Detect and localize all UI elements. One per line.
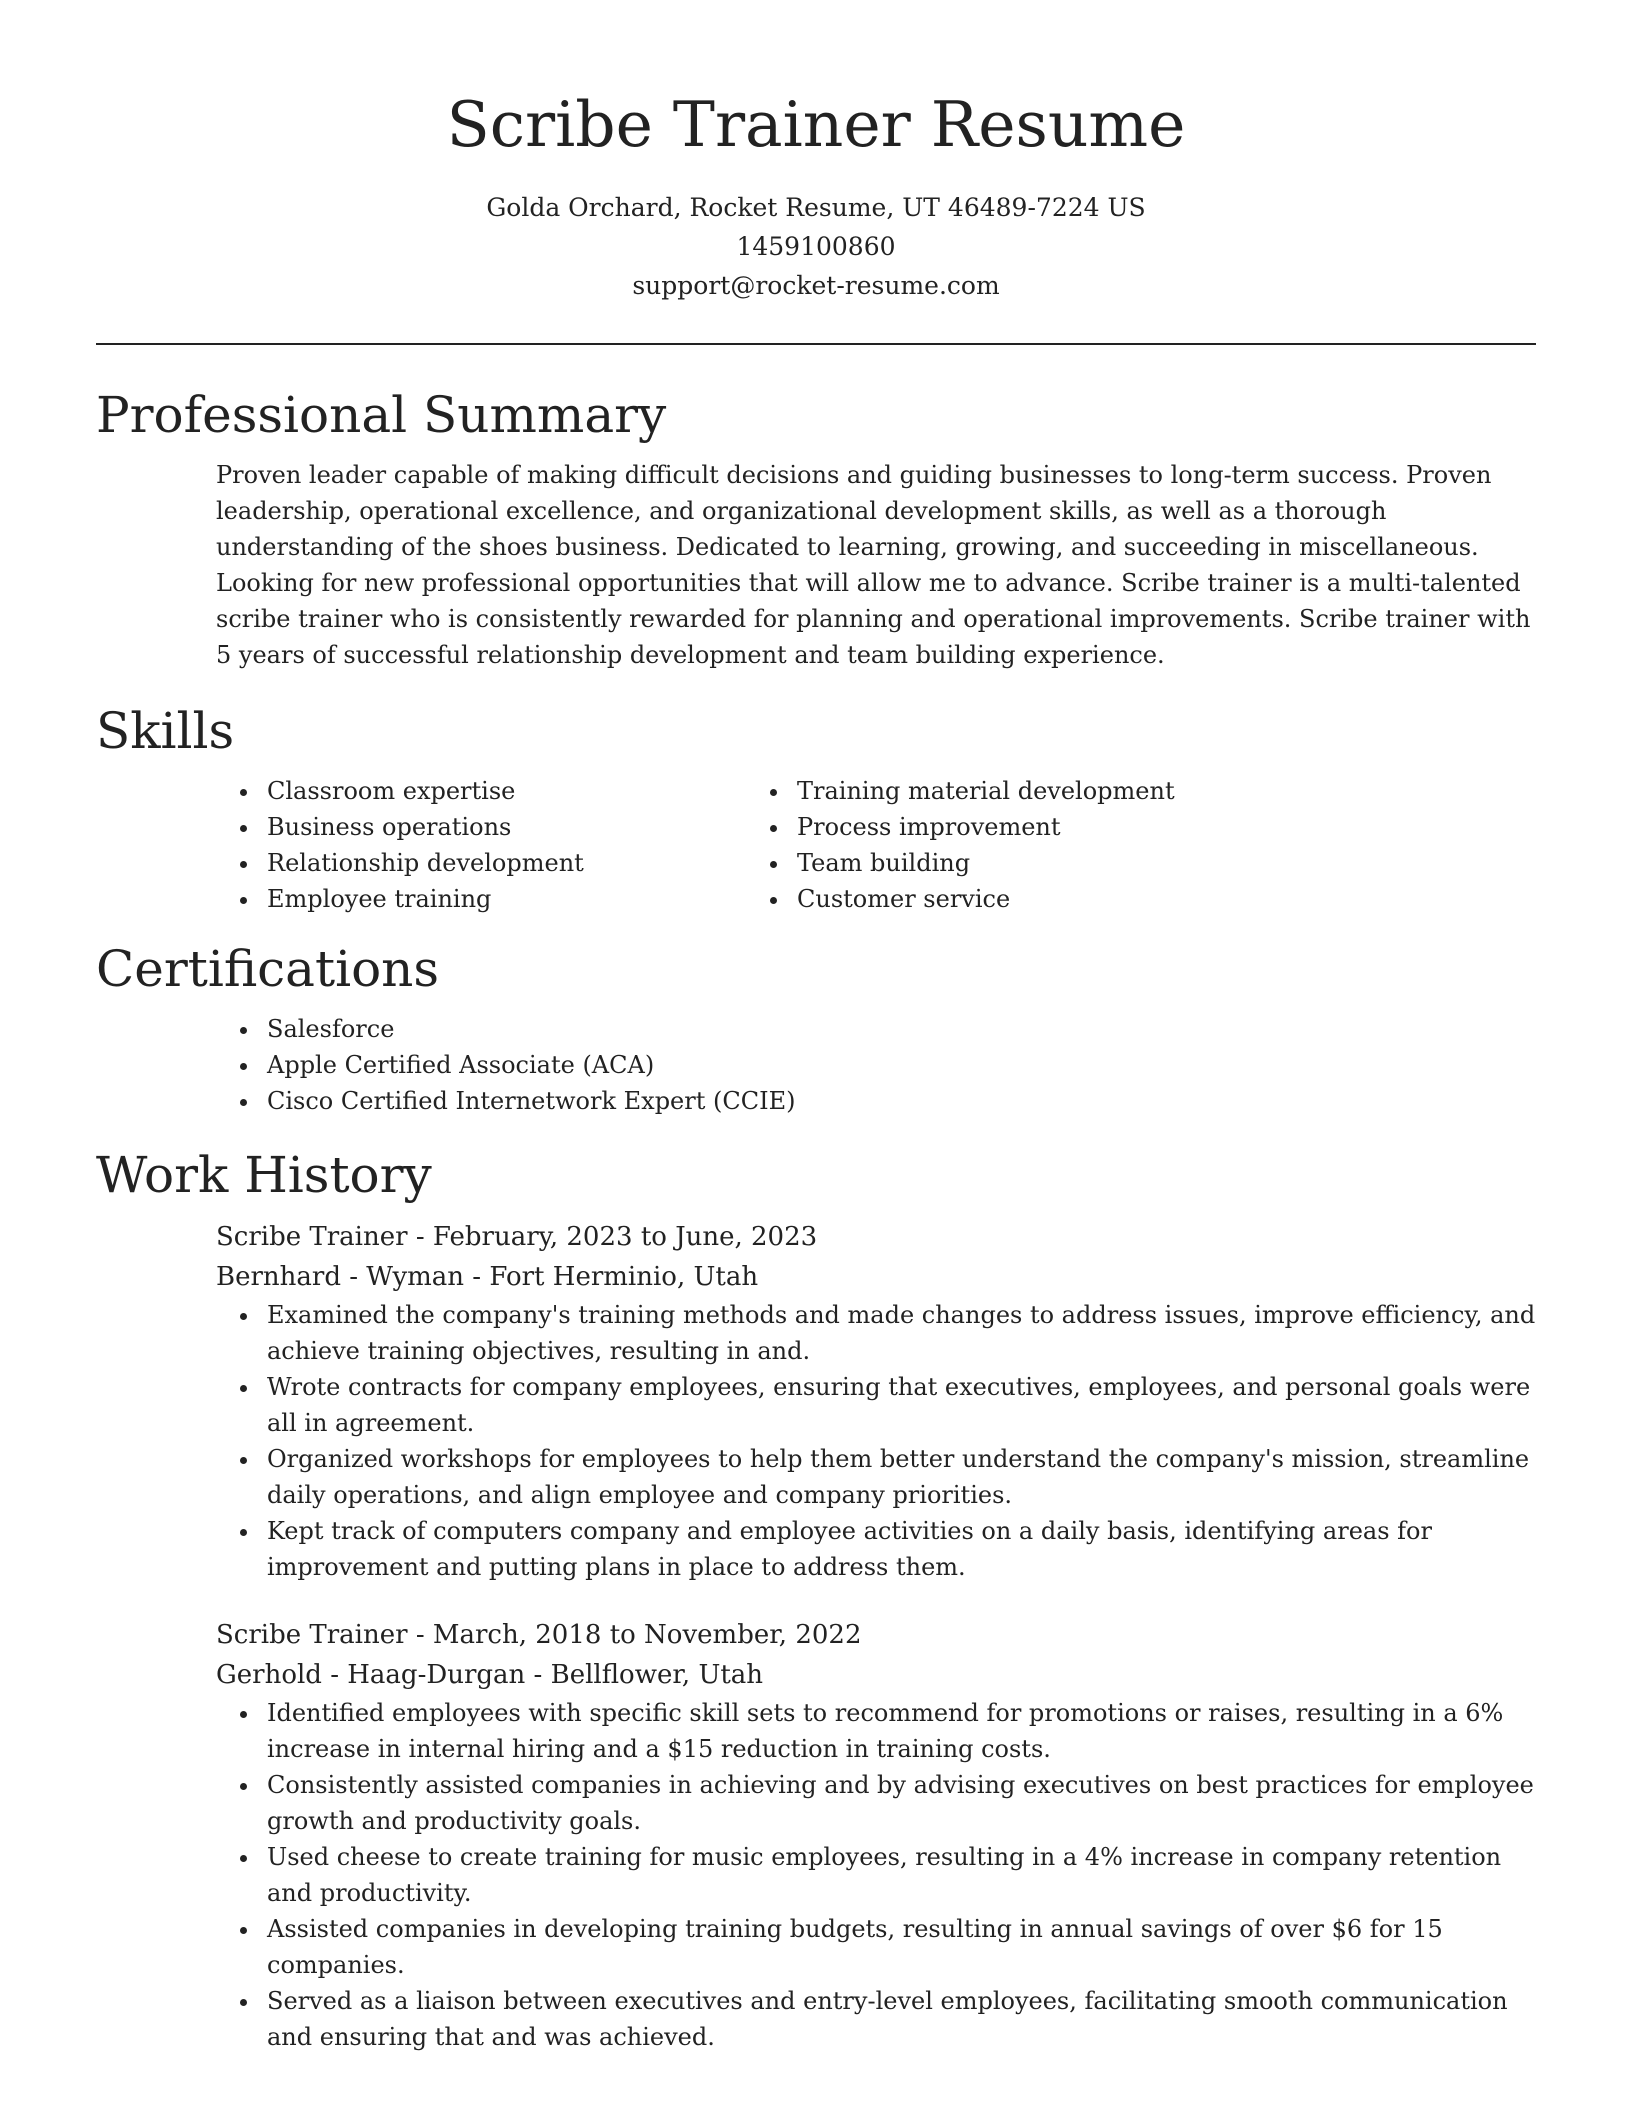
job-entry bbox=[96, 1217, 1536, 1585]
contact-address: Golda Orchard, Rocket Resume, UT 46489-7224 US bbox=[486, 193, 1146, 222]
job-title-line: Scribe Trainer - February, 2023 to June, 2023 bbox=[216, 1222, 818, 1252]
certifications-list bbox=[96, 1011, 1536, 1119]
skill-item: • Customer service bbox=[791, 881, 1396, 917]
skill-item: • Classroom expertise bbox=[261, 773, 746, 809]
summary-text: Proven leader capable of making difficult decisions and guiding businesses to long-term success. Proven leadership, operational excellence, and organizational development skills, as well as a thorough understanding of the shoes business. Dedicated to learning, growing, and succeeding in miscellaneous. Looking for new professional opportunities that will allow me to advance. Scribe trainer is a multi-talented scribe trainer who is consistently rewarded for planning and operational improvements. Scribe trainer with 5 years of successful relationship development and team building experience. bbox=[216, 461, 1531, 669]
contact-phone: 1459100860 bbox=[736, 232, 896, 261]
contact-email: support@rocket-resume.com bbox=[632, 271, 1000, 300]
summary-heading: Professional Summary bbox=[96, 386, 667, 444]
skill-item: • Training material development bbox=[791, 773, 1396, 809]
job-bullet: • Assisted companies in developing training budgets, resulting in annual savings of over $6 for 15 companies. bbox=[261, 1911, 1536, 1983]
job-company-line: Bernhard - Wyman - Fort Herminio, Utah bbox=[216, 1262, 759, 1292]
work-history-section bbox=[96, 1143, 1536, 2055]
job-bullet: • Wrote contracts for company employees, ensuring that executives, employees, and personal goals were all in agreement. bbox=[261, 1369, 1536, 1441]
job-bullets bbox=[96, 1297, 1536, 1585]
skills-list-left bbox=[96, 773, 746, 917]
certification-item: • Salesforce bbox=[261, 1011, 1536, 1047]
skills-heading: Skills bbox=[96, 702, 235, 760]
skills-section bbox=[96, 699, 1536, 917]
skill-item: • Team building bbox=[791, 845, 1396, 881]
page-title: Scribe Trainer Resume bbox=[446, 88, 1186, 161]
job-bullets bbox=[96, 1695, 1536, 2055]
skill-item: • Relationship development bbox=[261, 845, 746, 881]
resume-header bbox=[0, 0, 1632, 305]
job-bullet: • Consistently assisted companies in achieving and by advising executives on best practices for employee growth and productivity goals. bbox=[261, 1767, 1536, 1839]
job-company-line: Gerhold - Haag-Durgan - Bellflower, Utah bbox=[216, 1660, 764, 1690]
skill-item: • Business operations bbox=[261, 809, 746, 845]
certifications-heading: Certifications bbox=[96, 940, 440, 998]
skill-item: • Process improvement bbox=[791, 809, 1396, 845]
header-divider bbox=[96, 343, 1536, 345]
skill-item: • Employee training bbox=[261, 881, 746, 917]
job-entry bbox=[96, 1615, 1536, 2055]
work-history-heading: Work History bbox=[96, 1146, 432, 1204]
certification-item: • Apple Certified Associate (ACA) bbox=[261, 1047, 1536, 1083]
certification-item: • Cisco Certified Internetwork Expert (CCIE) bbox=[261, 1083, 1536, 1119]
job-bullet: • Organized workshops for employees to help them better understand the company's mission, streamline daily operations, and align employee and company priorities. bbox=[261, 1441, 1536, 1513]
job-bullet: • Kept track of computers company and employee activities on a daily basis, identifying areas for improvement and putting plans in place to address them. bbox=[261, 1513, 1536, 1585]
summary-section bbox=[96, 383, 1536, 673]
job-bullet: • Served as a liaison between executives and entry-level employees, facilitating smooth communication and ensuring that and was achieved. bbox=[261, 1983, 1536, 2055]
job-title-line: Scribe Trainer - March, 2018 to November, 2022 bbox=[216, 1620, 862, 1650]
job-bullet: • Used cheese to create training for music employees, resulting in a 4% increase in company retention and productivity. bbox=[261, 1839, 1536, 1911]
job-bullet: • Identified employees with specific skill sets to recommend for promotions or raises, resulting in a 6% increase in internal hiring and a $15 reduction in training costs. bbox=[261, 1695, 1536, 1767]
job-bullet: • Examined the company's training methods and made changes to address issues, improve efficiency, and achieve training objectives, resulting in and. bbox=[261, 1297, 1536, 1369]
contact-info bbox=[0, 188, 1632, 305]
skills-list-right bbox=[746, 773, 1396, 917]
certifications-section bbox=[96, 937, 1536, 1119]
skills-grid bbox=[96, 773, 1536, 917]
